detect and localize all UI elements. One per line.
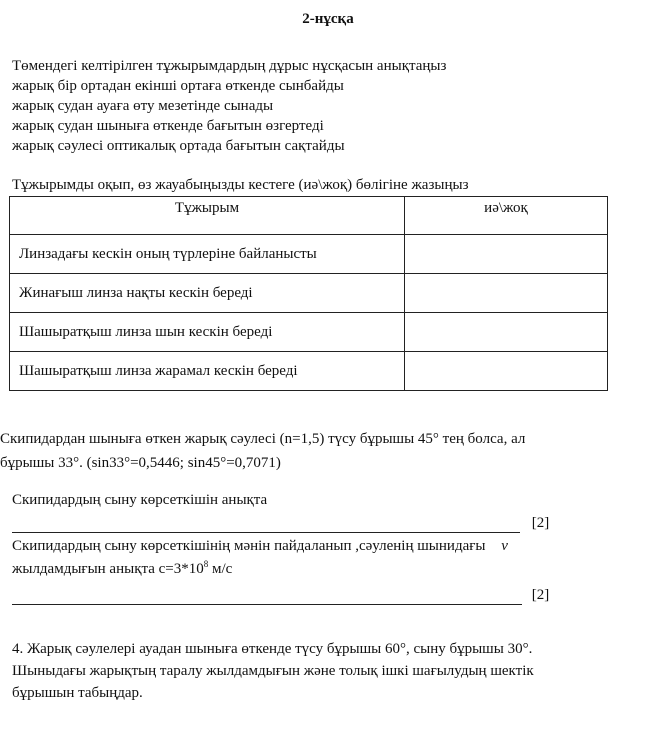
task2-instruction: Тұжырымды оқып, өз жауабыңызды кестеге (иә\жоқ) бөлігіне жазыңыз (12, 177, 469, 193)
task1-option-4: жарық сәулесі оптикалық ортада бағытын сақтайды (12, 138, 345, 154)
statement-cell: Шашыратқыш линза жарамал кескін береді (10, 352, 405, 391)
task3-line-1: Скипидардан шыныға өткен жарық сәулесі (n=1,5) түсу бұрышы 45° тең болса, ал (0, 431, 526, 447)
table-row (10, 235, 608, 274)
header-statement: Тұжырым (10, 197, 405, 235)
task3-question-2-line-1 (12, 537, 508, 556)
table-row (10, 274, 608, 313)
answer-line-2-row (12, 586, 572, 605)
statements-table (9, 196, 608, 391)
answer-cell[interactable] (405, 313, 608, 352)
answer-line-1-row (12, 514, 572, 533)
task3-question-2-text: Скипидардың сыну көрсеткішінің мәнін пайдаланып ,сәуленің шынидағы (12, 538, 486, 554)
statement-cell: Шашыратқыш линза шын кескін береді (10, 313, 405, 352)
task1-instruction: Төмендегі келтірілген тұжырымдардың дұрыс нұсқасын анықтаңыз (12, 58, 447, 74)
statement-cell: Линзадағы кескін оның түрлеріне байланысты (10, 235, 405, 274)
answer-line-2[interactable] (12, 590, 522, 605)
table-row (10, 313, 608, 352)
statement-cell: Жинағыш линза нақты кескін береді (10, 274, 405, 313)
header-yes-no: иә\жоқ (405, 197, 608, 235)
task1-option-3: жарық судан шыныға өткенде бағытын өзгертеді (12, 118, 324, 134)
table-header-row (10, 197, 608, 235)
task1-option-1: жарық бір ортадан екінші ортаға өткенде сынбайды (12, 78, 344, 94)
task4-line-3: бұрышын табыңдар. (12, 685, 143, 701)
task3-question-2-unit: м/с (208, 561, 233, 577)
task1-option-2: жарық судан ауаға өту мезетінде сынады (12, 98, 274, 114)
answer-cell[interactable] (405, 274, 608, 313)
mark-2: [2] (531, 587, 550, 603)
answer-line-1[interactable] (12, 518, 520, 533)
velocity-var: v (501, 538, 508, 554)
task3-line-2: бұрышы 33°. (sin33°=0,5446; sin45°=0,7071) (0, 455, 281, 471)
exponent: 8 (203, 559, 209, 569)
mark-1: [2] (531, 515, 550, 531)
page-title: 2-нұсқа (302, 11, 354, 27)
answer-cell[interactable] (405, 352, 608, 391)
task3-question-1: Скипидардың сыну көрсеткішін анықта (12, 492, 268, 508)
task4-line-2: Шыныдағы жарықтың таралу жылдамдығын және толық ішкі шағылудың шектік (12, 663, 534, 679)
task4-line-1: 4. Жарық сәулелері ауадан шыныға өткенде түсу бұрышы 60°, сыну бұрышы 30°. (12, 641, 533, 657)
task3-question-2-formula: жылдамдығын анықта с=3*10 (12, 561, 204, 577)
table-row (10, 352, 608, 391)
task3-question-2-line-2 (12, 560, 232, 579)
answer-cell[interactable] (405, 235, 608, 274)
